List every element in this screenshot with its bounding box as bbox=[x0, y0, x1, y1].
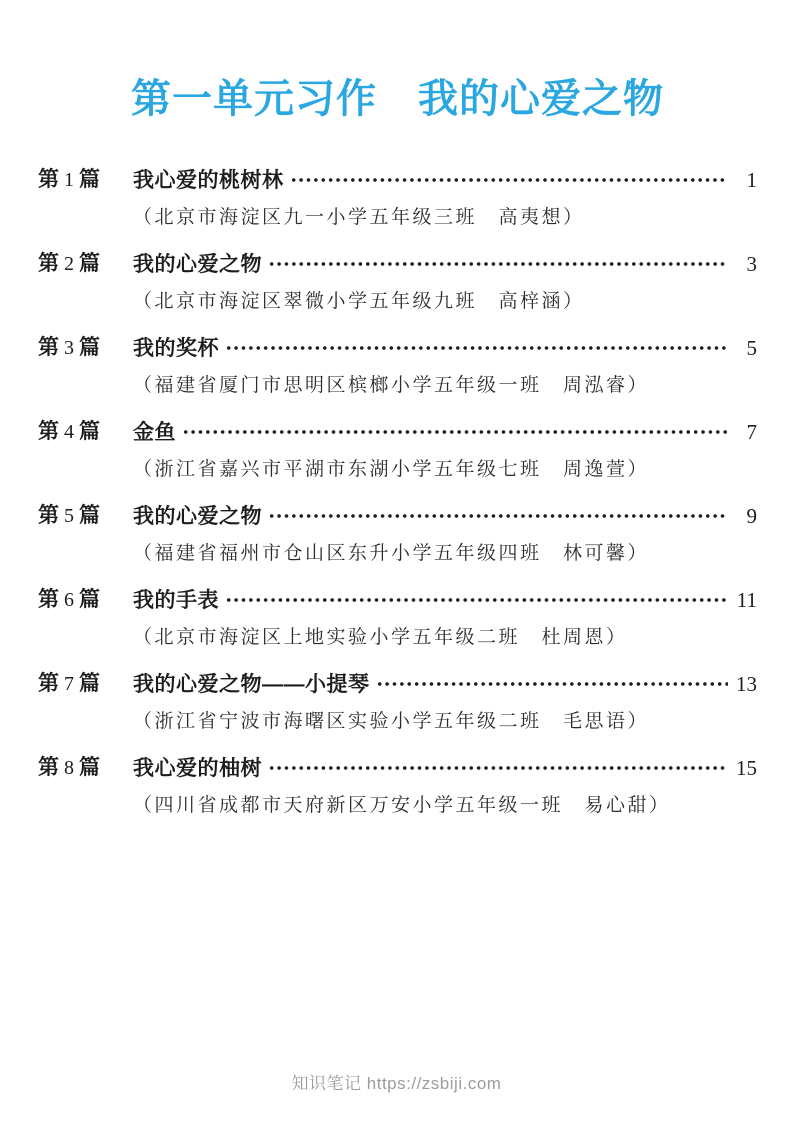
entry-number: 1 bbox=[64, 169, 74, 191]
entry-label bbox=[38, 754, 100, 782]
toc-entry-main bbox=[38, 502, 757, 530]
entry-byline: （福建省福州市仓山区东升小学五年级四班 林可馨） bbox=[133, 543, 650, 564]
entry-page-number: 7 bbox=[746, 419, 757, 444]
toc-entry bbox=[38, 502, 757, 566]
entry-number: 7 bbox=[64, 673, 74, 695]
entry-byline: （北京市海淀区上地实验小学五年级二班 杜周恩） bbox=[133, 627, 628, 648]
dot-leader bbox=[290, 174, 729, 186]
watermark-footer: 知识笔记 https://zsbiji.com bbox=[291, 1074, 502, 1093]
table-of-contents bbox=[38, 166, 757, 818]
entry-page-number: 15 bbox=[736, 755, 757, 780]
toc-entry bbox=[38, 418, 757, 482]
entry-title: 我的心爱之物 bbox=[133, 252, 262, 276]
entry-label bbox=[38, 670, 100, 698]
entry-label-suffix: 篇 bbox=[79, 252, 100, 275]
dot-leader bbox=[225, 342, 728, 354]
toc-entry bbox=[38, 250, 757, 314]
entry-label-prefix: 第 bbox=[38, 504, 59, 527]
entry-page-number: 1 bbox=[746, 167, 757, 192]
entry-label-prefix: 第 bbox=[38, 672, 59, 695]
toc-entry bbox=[38, 670, 757, 734]
entry-number: 6 bbox=[64, 589, 74, 611]
entry-label bbox=[38, 586, 100, 614]
entry-label-suffix: 篇 bbox=[79, 336, 100, 359]
entry-page-number: 13 bbox=[736, 671, 757, 696]
toc-entry bbox=[38, 166, 757, 230]
entry-byline: （浙江省嘉兴市平湖市东湖小学五年级七班 周逸萱） bbox=[133, 459, 650, 480]
entry-number: 2 bbox=[64, 253, 74, 275]
entry-label bbox=[38, 166, 100, 194]
entry-title: 我心爱的桃树林 bbox=[133, 168, 284, 192]
entry-byline: （北京市海淀区九一小学五年级三班 高夷想） bbox=[133, 207, 585, 228]
entry-number: 8 bbox=[64, 757, 74, 779]
entry-label-prefix: 第 bbox=[38, 756, 59, 779]
entry-label-prefix: 第 bbox=[38, 168, 59, 191]
entry-label-prefix: 第 bbox=[38, 588, 59, 611]
toc-entry bbox=[38, 586, 757, 650]
entry-byline: （福建省厦门市思明区槟榔小学五年级一班 周泓睿） bbox=[133, 375, 650, 396]
toc-entry-main bbox=[38, 754, 757, 782]
entry-title: 我的心爱之物——小提琴 bbox=[133, 672, 370, 696]
dot-leader bbox=[376, 678, 729, 690]
entry-label-suffix: 篇 bbox=[79, 588, 100, 611]
entry-byline: （四川省成都市天府新区万安小学五年级一班 易心甜） bbox=[133, 795, 671, 816]
toc-entry-main bbox=[38, 586, 757, 614]
entry-label-prefix: 第 bbox=[38, 336, 59, 359]
entry-label-suffix: 篇 bbox=[79, 756, 100, 779]
entry-number: 5 bbox=[64, 505, 74, 527]
entry-label-suffix: 篇 bbox=[79, 420, 100, 443]
entry-page-number: 11 bbox=[736, 587, 757, 612]
entry-title: 金鱼 bbox=[133, 420, 176, 444]
dot-leader bbox=[268, 510, 728, 522]
entry-byline: （浙江省宁波市海曙区实验小学五年级二班 毛思语） bbox=[133, 711, 650, 732]
entry-label bbox=[38, 502, 100, 530]
entry-title: 我的奖杯 bbox=[133, 336, 219, 360]
entry-label-suffix: 篇 bbox=[79, 504, 100, 527]
dot-leader bbox=[225, 594, 728, 606]
entry-label-suffix: 篇 bbox=[79, 168, 100, 191]
entry-number: 3 bbox=[64, 337, 74, 359]
entry-title: 我的手表 bbox=[133, 588, 219, 612]
toc-entry-main bbox=[38, 250, 757, 278]
entry-title: 我的心爱之物 bbox=[133, 504, 262, 528]
entry-label-prefix: 第 bbox=[38, 252, 59, 275]
entry-label-prefix: 第 bbox=[38, 420, 59, 443]
entry-label-suffix: 篇 bbox=[79, 672, 100, 695]
entry-page-number: 9 bbox=[746, 503, 757, 528]
entry-byline: （北京市海淀区翠微小学五年级九班 高梓涵） bbox=[133, 291, 585, 312]
toc-entry bbox=[38, 334, 757, 398]
entry-page-number: 3 bbox=[746, 251, 757, 276]
toc-entry-main bbox=[38, 670, 757, 698]
dot-leader bbox=[182, 426, 728, 438]
dot-leader bbox=[268, 258, 728, 270]
entry-label bbox=[38, 250, 100, 278]
entry-number: 4 bbox=[64, 421, 74, 443]
toc-entry-main bbox=[38, 166, 757, 194]
dot-leader bbox=[268, 762, 728, 774]
toc-entry-main bbox=[38, 418, 757, 446]
entry-page-number: 5 bbox=[746, 335, 757, 360]
toc-entry-main bbox=[38, 334, 757, 362]
page-title: 第一单元习作 我的心爱之物 bbox=[131, 77, 664, 121]
toc-entry bbox=[38, 754, 757, 818]
entry-title: 我心爱的柚树 bbox=[133, 756, 262, 780]
entry-label bbox=[38, 334, 100, 362]
entry-label bbox=[38, 418, 100, 446]
